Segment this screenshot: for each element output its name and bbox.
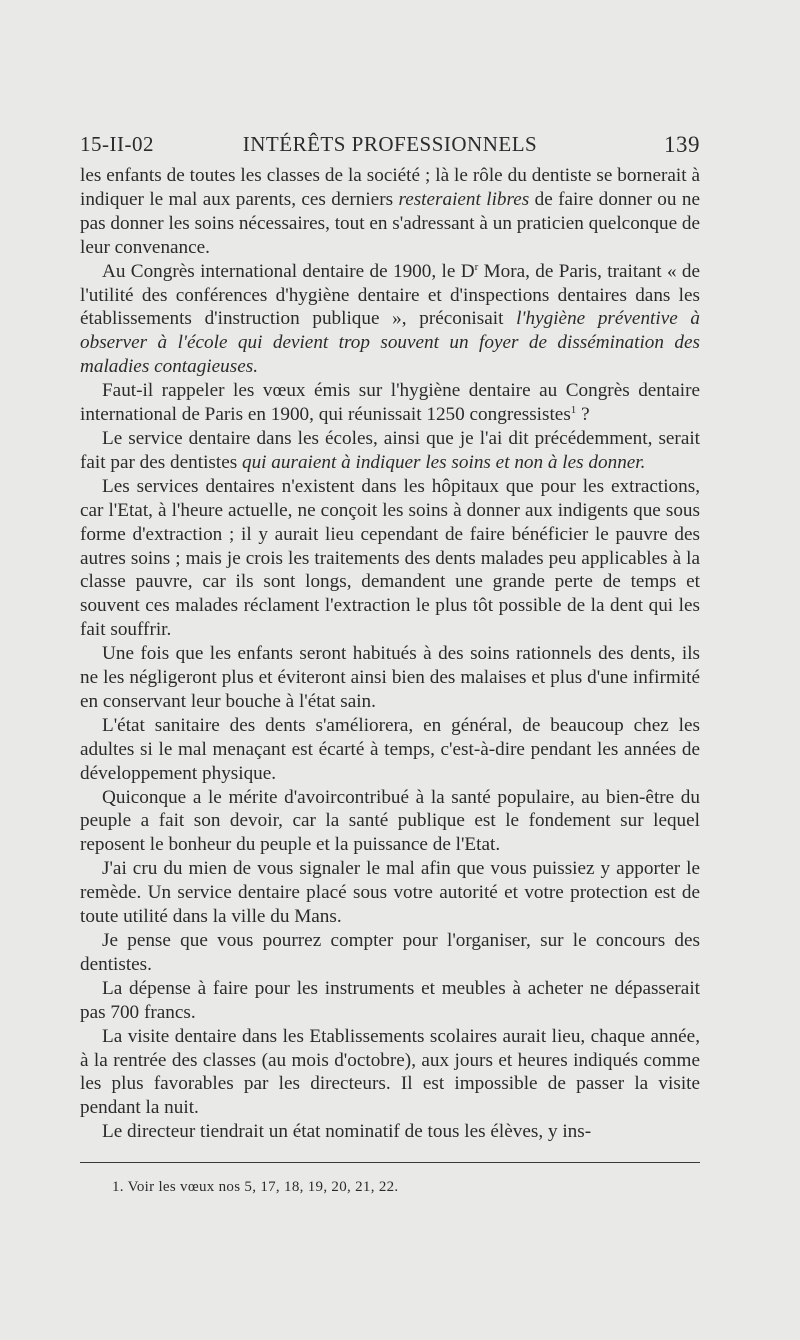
text-run: La dépense à faire pour les instruments et meubles à acheter ne dépasserait pas 700 francs. xyxy=(80,977,700,1023)
text-run: Au Congrès international dentaire de 1900, le D xyxy=(102,260,475,282)
italic-text: qui auraient à indiquer les soins et non à les donner. xyxy=(241,451,646,473)
text-run: Les services dentaires n'existent dans les hôpitaux que pour les extractions, car l'Etat, à l'heure actuelle, ne conçoit les soins à donner aux indigents que sous forme d'extraction ; il y aurait lieu cependant de faire bénéficier le pauvre des autres soins ; mais je crois les traitements des dents malades peu applicables à la classe pauvre, car ils sont longs, demandent une grande perte de temps et souvent ces malades réclament l'extraction le plus tôt possible de la dent qui les fait souffrir. xyxy=(80,475,700,641)
text-run: Le service dentaire dans les écoles, ainsi que je l'ai dit précédemment, serait fait par des dentistes xyxy=(80,427,700,473)
text-run: Le directeur tiendrait un état nominatif de tous les élèves, y ins- xyxy=(102,1121,592,1143)
text-run: Faut-il rappeler les vœux émis sur l'hygiène dentaire au Congrès dentaire international de Paris en 1900, qui réunissait 1250 congressistes xyxy=(80,380,700,426)
running-header xyxy=(80,132,700,160)
page-number: 139 xyxy=(664,132,700,157)
body-text xyxy=(80,164,700,1144)
paragraph xyxy=(80,857,700,929)
superscript: 1 xyxy=(570,404,577,417)
paragraph xyxy=(80,1120,700,1144)
text-run: La visite dentaire dans les Etablissements scolaires aurait lieu, chaque année, à la rentrée des classes (au mois d'octobre), aux jours et heures indiqués comme les plus favorables par les directeurs. Il est impossible de passer la visite pendant la nuit. xyxy=(80,1025,700,1119)
paragraph xyxy=(80,642,700,714)
paragraph xyxy=(80,427,700,475)
paragraph xyxy=(80,260,700,380)
text-run: Je pense que vous pourrez compter pour l'organiser, sur le concours des dentistes. xyxy=(80,930,700,975)
header-date: 15-II-02 xyxy=(80,132,154,156)
italic-text: resteraient libres xyxy=(398,188,530,210)
text-run: Une fois que les enfants seront habitués à des soins rationnels des dents, ils ne les négligeront plus et éviteront ainsi bien des malaises et plus d'une infirmité en conservant leur bouche à l'état sain. xyxy=(80,643,700,712)
text-run: Quiconque a le mérite d'avoircontribué à la santé populaire, au bien-être du peuple a fait son devoir, car la santé publique est le fondement sur lequel reposent le bonheur du peuple et la puissance de l'Etat. xyxy=(80,786,700,856)
header-title: INTÉRÊTS PROFESSIONNELS xyxy=(242,132,538,156)
text-run: L'état sanitaire des dents s'améliorera, en général, de beaucoup chez les adultes si le mal menaçant est écarté à temps, c'est-à-dire pendant les années de développement physique. xyxy=(80,714,700,784)
paragraph xyxy=(80,786,700,858)
text-run: J'ai cru du mien de vous signaler le mal afin que vous puissiez y apporter le remède. Un service dentaire placé sous votre autorité et votre protection est de toute utilité dans la ville du Mans. xyxy=(80,858,700,928)
paragraph xyxy=(80,379,700,427)
paragraph xyxy=(80,475,700,642)
text-run: Mora, de Paris, traitant « de l'utilité des conférences d'hygiène dentaire et d'inspections dentaires dans les établissements d'instruction publique », préconisait xyxy=(80,260,700,330)
text-run: les enfants de toutes les classes de la société ; là le rôle du dentiste se bornerait à indiquer le mal aux parents, ces derniers xyxy=(80,165,700,210)
paragraph xyxy=(80,929,700,977)
paragraph xyxy=(80,714,700,786)
paragraph xyxy=(80,164,700,260)
text-run: de faire donner ou ne pas donner les soins nécessaires, tout en s'adressant à un praticien quelconque de leur convenance. xyxy=(80,188,700,258)
italic-text: l'hygiène préventive à observer à l'école qui devient trop souvent un foyer de dissémination des maladies contagieuses. xyxy=(80,308,700,378)
text-run: ? xyxy=(576,404,590,426)
footnote: 1. Voir les vœux nos 5, 17, 18, 19, 20, 21, 22. xyxy=(112,1179,399,1195)
superscript: r xyxy=(474,260,479,273)
footnote-rule xyxy=(80,1162,700,1163)
paragraph xyxy=(80,977,700,1025)
paragraph xyxy=(80,1025,700,1121)
